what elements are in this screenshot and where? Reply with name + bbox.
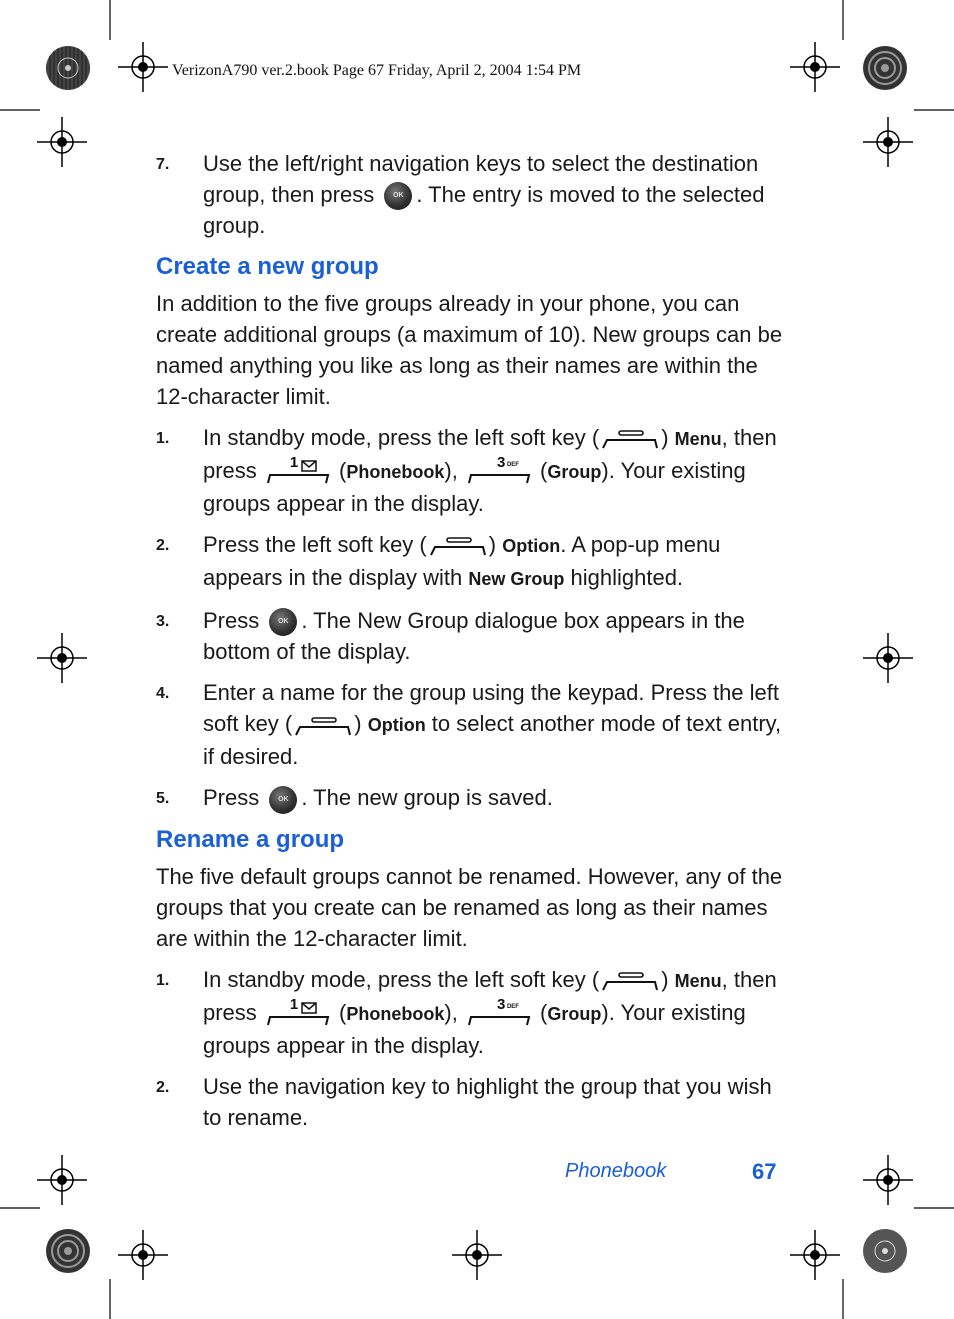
step-number: 2. [156, 1078, 170, 1096]
label-new-group: New Group [468, 569, 565, 590]
step-text: . The entry is moved to the selected group. [203, 182, 765, 239]
registration-target-icon [37, 633, 87, 688]
step-text: to select another mode of text entry, if desired. [203, 711, 782, 770]
step-4 [156, 677, 786, 772]
step-text: . The New Group dialogue box appears in the bottom of the display. [203, 608, 745, 665]
step-text: ( [332, 458, 347, 484]
registration-target-icon [452, 1230, 502, 1285]
ok-key-icon: OK [384, 182, 412, 210]
key-digit: 3 [496, 995, 506, 1013]
color-registration-starburst-icon [45, 1228, 91, 1279]
step-number: 4. [156, 685, 170, 703]
step-number: 2. [156, 537, 170, 555]
step-text: , then press [203, 425, 777, 484]
key-letters: DEF [506, 1003, 519, 1010]
label-group: Group [547, 462, 602, 483]
step-text: Use the left/right navigation keys to select the destination group, then press [203, 151, 759, 207]
step-5 [156, 782, 786, 813]
step-text: , then press [203, 966, 777, 1025]
step-number: 7. [156, 156, 170, 173]
key-3-icon [467, 995, 531, 1027]
left-soft-key-icon [294, 715, 352, 737]
key-letters: DEF [506, 462, 519, 469]
step-text: Use the navigation key to highlight the group that you wish to rename. [203, 1073, 772, 1130]
label-group: Group [547, 1003, 602, 1024]
footer-section-name: Phonebook [565, 1160, 667, 1182]
left-soft-key-icon [429, 535, 487, 557]
step-text: ) [661, 966, 675, 992]
section-intro: The five default groups cannot be renamed. However, any of the groups that you create can be renamed as long as their names are within the 12-character limit. [156, 863, 783, 951]
step-text: Press the left soft key ( [203, 532, 427, 558]
step-text: . A pop-up menu appears in the display with [203, 532, 721, 591]
step-number: 1. [156, 971, 170, 989]
key-1-icon [266, 995, 330, 1027]
registration-target-icon [37, 1155, 87, 1210]
section-heading-rename-group: Rename a group [156, 825, 345, 853]
step-text: ). Your existing groups appear in the display. [203, 458, 746, 517]
step-text: Enter a name for the group using the keypad. Press the left soft key ( [203, 680, 780, 737]
running-head: VerizonA790 ver.2.book Page 67 Friday, April 2, 2004 1:54 PM [172, 62, 582, 79]
page-number: 67 [752, 1159, 777, 1184]
step-text: Press [203, 785, 266, 811]
color-registration-starburst-icon [862, 45, 908, 96]
ok-key-icon: OK [269, 786, 297, 814]
registration-target-icon [790, 42, 840, 97]
step-number: 1. [156, 430, 170, 448]
step-number: 3. [156, 613, 170, 631]
step-text: In standby mode, press the left soft key ( [203, 425, 600, 451]
label-phonebook: Phonebook [346, 462, 445, 483]
step-text: . The new group is saved. [301, 785, 553, 811]
softkey-label-menu: Menu [674, 429, 722, 450]
step-text: ), [444, 999, 464, 1025]
registration-target-icon [863, 117, 913, 172]
registration-target-icon [863, 633, 913, 688]
step-text: ) [354, 711, 368, 737]
step-text: ) [661, 425, 675, 451]
step-text: ) [488, 532, 503, 558]
key-3-icon [467, 454, 531, 485]
step-text: highlighted. [564, 565, 684, 591]
key-digit: 1 [289, 454, 299, 472]
key-1-icon [266, 454, 330, 485]
step-number: 5. [156, 790, 170, 808]
step-text: Press [203, 608, 266, 634]
key-digit: 1 [289, 995, 299, 1013]
color-registration-starburst-icon [45, 45, 91, 96]
step-text: ( [533, 999, 548, 1025]
step-text: ( [332, 999, 347, 1025]
registration-target-icon [790, 1230, 840, 1285]
registration-target-icon [37, 117, 87, 172]
step-7 [156, 148, 786, 241]
step-text: ( [533, 458, 548, 484]
softkey-label-option: Option [367, 715, 426, 736]
step-2 [156, 1071, 786, 1133]
section-intro: In addition to the five groups already in your phone, you can create additional groups (a maximum of 10). New groups can be named anything you like as long as their names are within the 12-character limit. [156, 291, 783, 410]
label-phonebook: Phonebook [346, 1003, 445, 1024]
left-soft-key-icon [601, 428, 659, 450]
left-soft-key-icon [601, 970, 659, 992]
step-2 [156, 529, 786, 595]
section-heading-create-group: Create a new group [156, 253, 379, 281]
step-text: ). Your existing groups appear in the display. [203, 999, 746, 1058]
softkey-label-menu: Menu [674, 970, 722, 991]
step-text: ), [444, 458, 464, 484]
registration-target-icon [118, 42, 168, 97]
step-1 [156, 422, 786, 519]
softkey-label-option: Option [502, 536, 561, 557]
registration-target-icon [863, 1155, 913, 1210]
registration-target-icon [118, 1230, 168, 1285]
page-body [156, 148, 786, 1143]
color-registration-starburst-icon [862, 1228, 908, 1279]
ok-key-icon: OK [269, 608, 297, 636]
step-3 [156, 605, 786, 667]
step-1 [156, 964, 786, 1061]
step-text: In standby mode, press the left soft key ( [203, 966, 600, 992]
key-digit: 3 [496, 454, 506, 472]
